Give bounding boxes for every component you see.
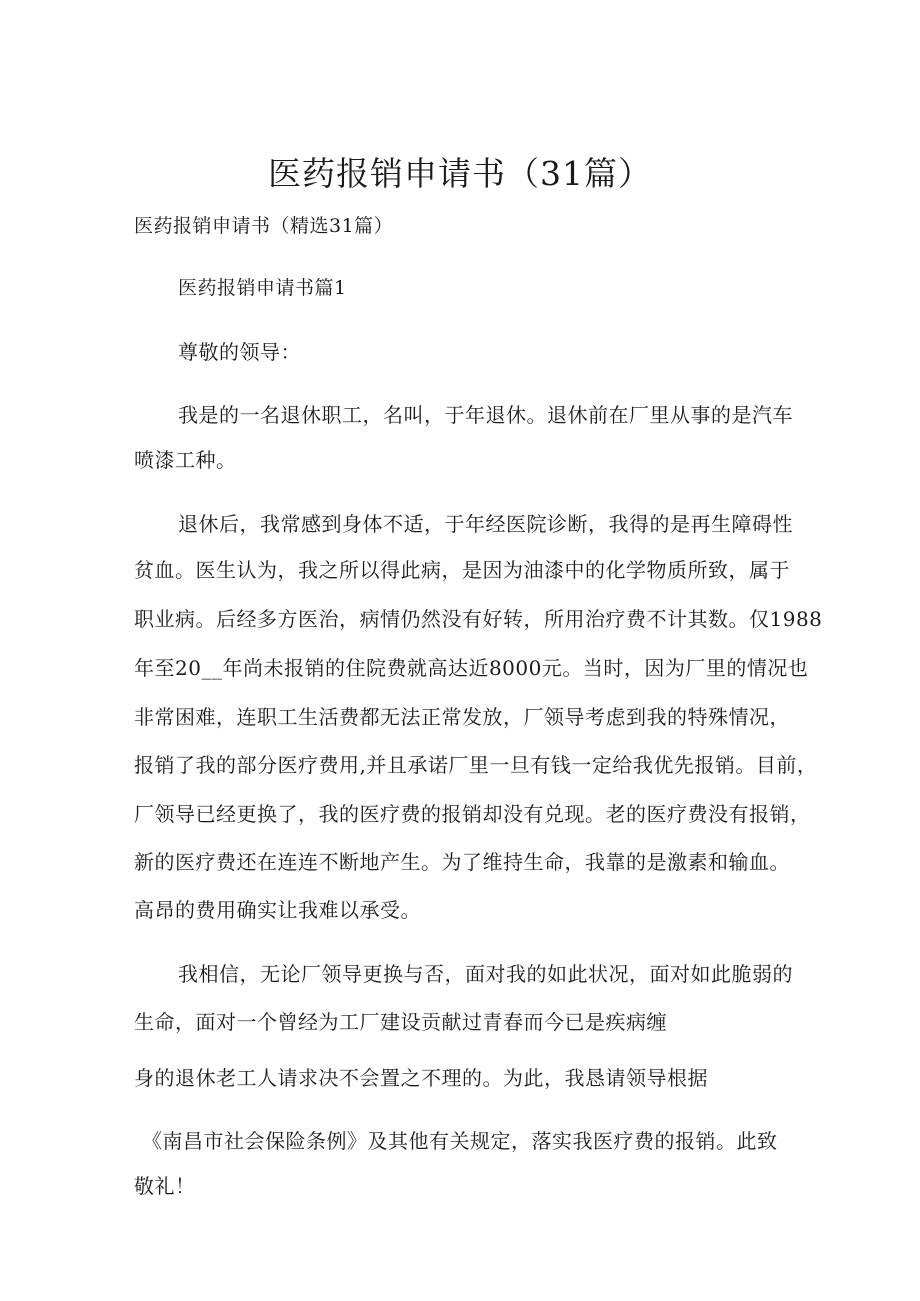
section-heading: 医药报销申请书篇1 — [178, 277, 347, 299]
body-line: 我是的一名退休职工，名叫，于年退休。退休前在厂里从事的是汽车 — [178, 403, 793, 427]
body-line: 我相信，无论厂领导更换与否，面对我的如此状况，面对如此脆弱的 — [178, 962, 793, 986]
body-line: 生命，面对一个曾经为工厂建设贡献过青春而今已是疾病缠 — [134, 1010, 667, 1034]
salutation: 尊敬的领导： — [178, 340, 301, 364]
document-subtitle: 医药报销申请书（精选31篇） — [134, 215, 394, 237]
body-line: 身的退休老工人请求决不会置之不理的。为此，我恳请领导根据 — [134, 1066, 708, 1090]
body-line: 喷漆工种。 — [134, 448, 237, 472]
document-title: 医药报销申请书（31篇） — [268, 154, 652, 193]
body-line: 厂领导已经更换了，我的医疗费的报销却没有兑现。老的医疗费没有报销， — [134, 802, 811, 826]
body-line: 职业病。后经多方医治，病情仍然没有好转，所用治疗费不计其数。仅1988 — [134, 607, 823, 631]
body-line: 新的医疗费还在连连不断地产生。为了维持生命，我靠的是激素和输血。 — [134, 850, 790, 874]
body-line: 高昂的费用确实让我难以承受。 — [134, 898, 421, 922]
body-line: 《南昌市社会保险条例》及其他有关规定，落实我医疗费的报销。此致 — [142, 1129, 778, 1153]
body-line: 年至20__年尚未报销的住院费就高达近8000元。当时，因为厂里的情况也 — [134, 656, 809, 680]
closing-line: 敬礼！ — [134, 1174, 196, 1198]
body-line: 非常困难，连职工生活费都无法正常发放，厂领导考虑到我的特殊情况， — [134, 705, 790, 729]
body-line: 贫血。医生认为，我之所以得此病，是因为油漆中的化学物质所致，属于 — [134, 558, 790, 582]
body-line: 退休后，我常感到身体不适，于年经医院诊断，我得的是再生障碍性 — [178, 512, 793, 536]
body-line: 报销了我的部分医疗费用,并且承诺厂里一旦有钱一定给我优先报销。目前， — [134, 753, 818, 777]
